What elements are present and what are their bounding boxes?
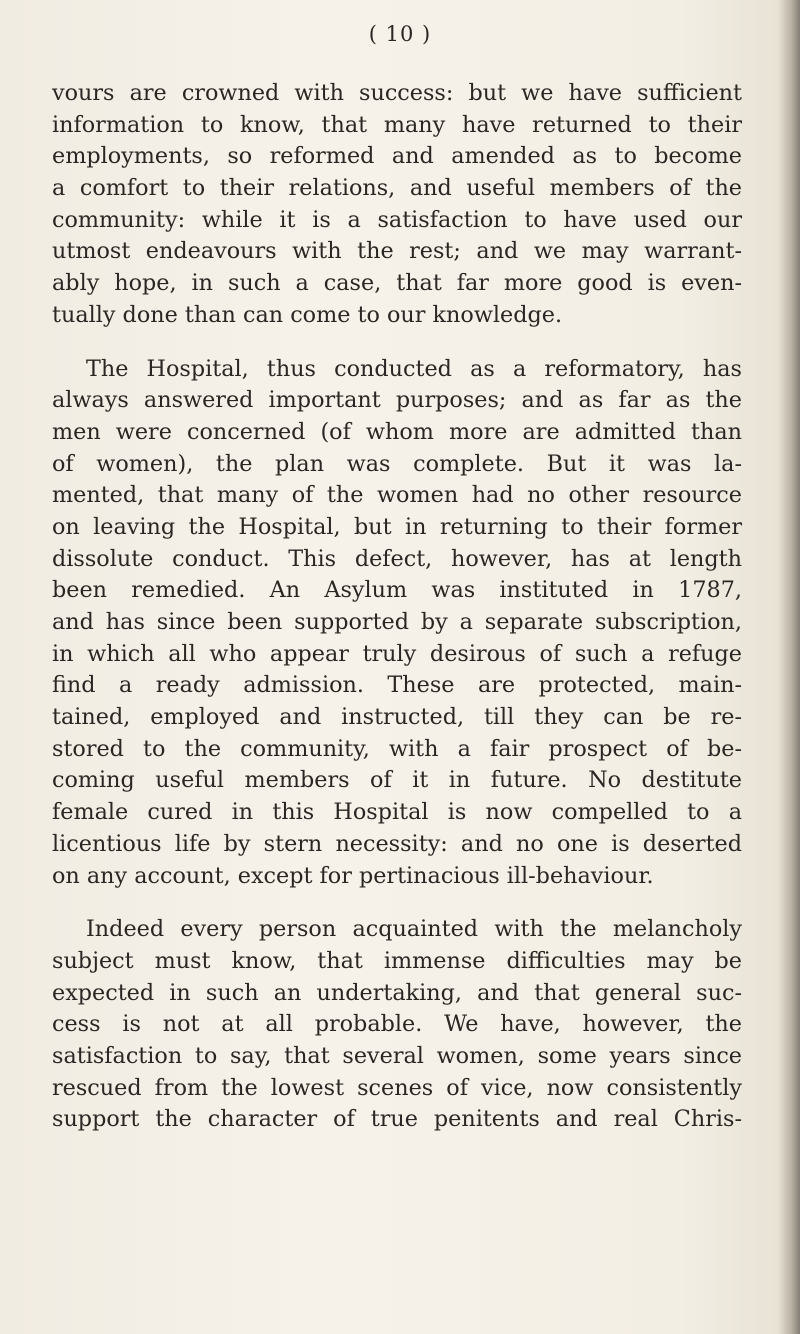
text-line: information to know, that many have returned to their <box>52 111 742 138</box>
paragraph-2 <box>52 354 742 893</box>
text-line: been remedied. An Asylum was instituted in 1787, <box>52 577 742 604</box>
page-edge-shadow <box>778 0 800 1334</box>
text-line: men were concerned (of whom more are admitted than <box>52 418 742 445</box>
text-line: female cured in this Hospital is now compelled to a <box>52 799 742 826</box>
text-line: dissolute conduct. This defect, however, has at length <box>52 545 742 572</box>
text-line: mented, that many of the women had no other resource <box>52 482 742 509</box>
text-line: vours are crowned with success: but we have sufficient <box>52 80 742 106</box>
text-line: Indeed every person acquainted with the melancholy <box>86 916 742 943</box>
text-line: cess is not at all probable. We have, however, the <box>52 1011 742 1038</box>
body-text <box>52 78 742 1136</box>
page-number: ( 10 ) <box>368 22 432 46</box>
text-line: always answered important purposes; and as far as the <box>52 387 742 414</box>
paragraph-3 <box>52 914 742 1136</box>
text-line: on any account, except for pertinacious ill-behaviour. <box>52 862 654 889</box>
text-line: ably hope, in such a case, that far more good is even- <box>52 270 742 297</box>
text-line: community: while it is a satisfaction to have used our <box>52 206 742 233</box>
text-line: utmost endeavours with the rest; and we may warrant- <box>52 238 742 265</box>
text-line: stored to the community, with a fair prospect of be- <box>52 735 742 762</box>
text-line: satisfaction to say, that several women, some years since <box>52 1042 742 1069</box>
text-line: coming useful members of it in future. No destitute <box>52 767 742 794</box>
paragraph-1 <box>52 78 742 332</box>
text-line: support the character of true penitents and real Chris- <box>52 1106 742 1133</box>
text-line: expected in such an undertaking, and that general suc- <box>52 979 742 1006</box>
text-line: employments, so reformed and amended as to become <box>52 143 742 170</box>
text-line: of women), the plan was complete. But it was la- <box>52 450 742 477</box>
text-line: subject must know, that immense difficulties may be <box>52 947 742 974</box>
text-line: licentious life by stern necessity: and no one is deserted <box>52 830 742 857</box>
text-line: find a ready admission. These are protected, main- <box>52 672 742 699</box>
text-line: and has since been supported by a separate subscription, <box>52 609 742 635</box>
text-line: on leaving the Hospital, but in returning to their former <box>52 513 742 540</box>
text-line: a comfort to their relations, and useful members of the <box>52 175 742 202</box>
text-line: rescued from the lowest scenes of vice, now consistently <box>52 1074 742 1101</box>
text-line: in which all who appear truly desirous of such a refuge <box>52 640 742 667</box>
text-line: tained, employed and instructed, till they can be re- <box>52 704 742 731</box>
text-line: The Hospital, thus conducted as a reformatory, has <box>86 355 742 382</box>
text-line: tually done than can come to our knowledge. <box>52 301 563 328</box>
